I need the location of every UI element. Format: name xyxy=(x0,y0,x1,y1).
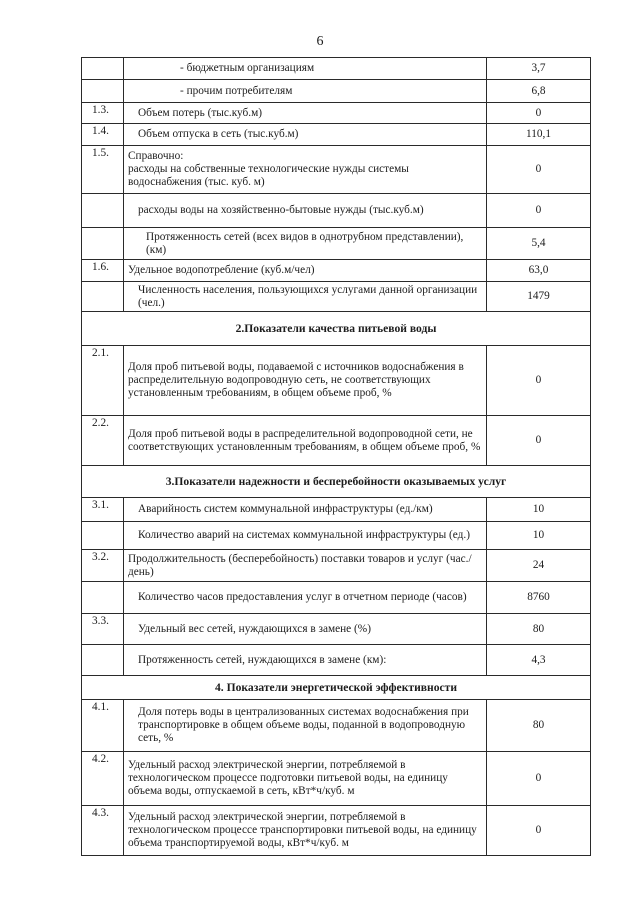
row-number xyxy=(82,58,124,80)
indicator-value: 110,1 xyxy=(487,124,591,146)
row-number: 1.4. xyxy=(82,124,124,146)
indicator-label: Аварийность систем коммунальной инфраструктуры (ед./км) xyxy=(124,498,487,522)
indicator-label: Численность населения, пользующихся услугами данной организации (чел.) xyxy=(124,282,487,312)
row-number: 4.1. xyxy=(82,700,124,752)
indicator-value: 80 xyxy=(487,700,591,752)
indicator-value: 8760 xyxy=(487,582,591,614)
table-row xyxy=(82,260,591,282)
indicator-value: 0 xyxy=(487,103,591,124)
indicator-value: 3,7 xyxy=(487,58,591,80)
table-row xyxy=(82,416,591,466)
row-number xyxy=(82,80,124,103)
indicator-value: 1479 xyxy=(487,282,591,312)
row-number xyxy=(82,582,124,614)
row-number xyxy=(82,645,124,676)
table-row xyxy=(82,80,591,103)
indicator-value: 10 xyxy=(487,522,591,550)
indicator-label: расходы воды на хозяйственно-бытовые нужды (тыс.куб.м) xyxy=(124,194,487,228)
table-row xyxy=(82,645,591,676)
indicators-table xyxy=(81,57,591,856)
indicator-label: - бюджетным организациям xyxy=(124,58,487,80)
section-header-row xyxy=(82,466,591,498)
indicator-label: Удельный расход электрической энергии, потребляемой в технологическом процессе транспортировки питьевой воды, на единицу объема транспортируемой воды, кВт*ч/куб. м xyxy=(124,806,487,856)
table-row xyxy=(82,806,591,856)
indicator-label: Удельное водопотребление (куб.м/чел) xyxy=(124,260,487,282)
section-header-row xyxy=(82,312,591,346)
indicator-label: Протяженность сетей, нуждающихся в замене (км): xyxy=(124,645,487,676)
table-row xyxy=(82,614,591,645)
indicator-value: 6,8 xyxy=(487,80,591,103)
indicator-value: 0 xyxy=(487,752,591,806)
indicator-value: 0 xyxy=(487,416,591,466)
row-number: 1.5. xyxy=(82,146,124,194)
indicator-value: 0 xyxy=(487,194,591,228)
indicator-value: 63,0 xyxy=(487,260,591,282)
table-row xyxy=(82,752,591,806)
row-number: 1.3. xyxy=(82,103,124,124)
row-number xyxy=(82,228,124,260)
row-number: 4.3. xyxy=(82,806,124,856)
indicator-label: Доля проб питьевой воды в распределительной водопроводной сети, не соответствующих установленным требованиям, в общем объеме проб, % xyxy=(124,416,487,466)
row-number: 3.2. xyxy=(82,550,124,582)
row-number xyxy=(82,522,124,550)
indicator-label: - прочим потребителям xyxy=(124,80,487,103)
indicator-label: Удельный расход электрической энергии, потребляемой в технологическом процессе подготовки питьевой воды, на единицу объема воды, отпускаемой в сеть, кВт*ч/куб. м xyxy=(124,752,487,806)
table-row xyxy=(82,346,591,416)
indicator-label: Количество часов предоставления услуг в отчетном периоде (часов) xyxy=(124,582,487,614)
table-row xyxy=(82,124,591,146)
row-number xyxy=(82,194,124,228)
table-row xyxy=(82,498,591,522)
page-number: 6 xyxy=(316,34,324,49)
indicator-value: 5,4 xyxy=(487,228,591,260)
indicator-label: Справочно: расходы на собственные технологические нужды системы водоснабжения (тыс. куб. м) xyxy=(124,146,487,194)
indicator-label: Удельный вес сетей, нуждающихся в замене (%) xyxy=(124,614,487,645)
row-number: 3.1. xyxy=(82,498,124,522)
indicator-label: Объем потерь (тыс.куб.м) xyxy=(124,103,487,124)
row-number: 2.2. xyxy=(82,416,124,466)
indicator-label: Объем отпуска в сеть (тыс.куб.м) xyxy=(124,124,487,146)
indicator-label: Доля проб питьевой воды, подаваемой с источников водоснабжения в распределительную водопроводную сеть, не соответствующих установленным требованиям, в общем объеме проб, % xyxy=(124,346,487,416)
indicator-value: 0 xyxy=(487,806,591,856)
row-number xyxy=(82,282,124,312)
table-row xyxy=(82,582,591,614)
table-row xyxy=(82,700,591,752)
row-number: 3.3. xyxy=(82,614,124,645)
table-row xyxy=(82,522,591,550)
section-title: 2.Показатели качества питьевой воды xyxy=(82,312,591,346)
indicator-value: 80 xyxy=(487,614,591,645)
indicators-table-body xyxy=(82,58,591,856)
indicator-value: 4,3 xyxy=(487,645,591,676)
indicator-value: 0 xyxy=(487,346,591,416)
indicator-label: Количество аварий на системах коммунальной инфраструктуры (ед.) xyxy=(124,522,487,550)
section-header-row xyxy=(82,676,591,700)
section-title: 3.Показатели надежности и бесперебойности оказываемых услуг xyxy=(82,466,591,498)
indicator-value: 0 xyxy=(487,146,591,194)
table-row xyxy=(82,58,591,80)
table-row xyxy=(82,550,591,582)
indicator-value: 24 xyxy=(487,550,591,582)
table-row xyxy=(82,282,591,312)
table-row xyxy=(82,194,591,228)
table-row xyxy=(82,103,591,124)
indicator-label: Продолжительность (бесперебойность) поставки товаров и услуг (час./день) xyxy=(124,550,487,582)
section-title: 4. Показатели энергетической эффективности xyxy=(82,676,591,700)
table-row xyxy=(82,228,591,260)
indicator-label: Доля потерь воды в централизованных системах водоснабжения при транспортировке в общем объеме воды, поданной в водопроводную сеть, % xyxy=(124,700,487,752)
indicator-label: Протяженность сетей (всех видов в однотрубном представлении), (км) xyxy=(124,228,487,260)
row-number: 1.6. xyxy=(82,260,124,282)
indicator-value: 10 xyxy=(487,498,591,522)
table-row xyxy=(82,146,591,194)
row-number: 2.1. xyxy=(82,346,124,416)
row-number: 4.2. xyxy=(82,752,124,806)
